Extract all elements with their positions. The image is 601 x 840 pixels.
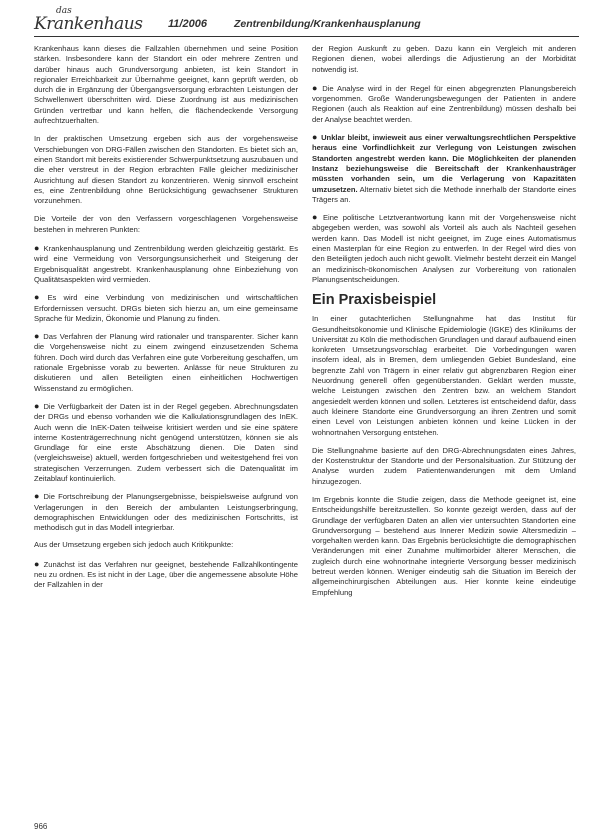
paragraph: Krankenhaus kann dieses die Fallzahlen übernehmen und seine Position stärken. Insbesondere kann der Standort ein oder mehrere Zentren und darüber hinaus auch Grundversorgung anbieten, ist kein Standort in regionaler Erreichbarkeit zur Übernahme geeignet, kann geprüft werden, ob durch die in Ergänzung der Übergangsversorgung erbrachten Leistungen der Schwellenwert überschritten wird. Diese Zuordnung ist aus medizinischen Gründen vertretbar und kann helfen, die flächendeckende Versorgung aufrechtzuerhalten. — [34, 44, 298, 126]
bullet-text: Eine politische Letztverantwortung kann mit der Vorgehensweise nicht abgegeben werden, was sowohl als Vorteil als auch als Nachteil gesehen werden kann. Das Modell ist nicht geeignet, im Zuge eines Automatismus einen Masterplan für eine Region zu entwerfen. In der Regel wird dies von den Beteiligten jedoch auch nicht gewollt. Vielmehr besteht derzeit ein Mangel an medizinisch-ökonomischen Analysen zur Vorbereitung von rationalen Planungsentscheidungen. — [312, 213, 577, 284]
paragraph: Aus der Umsetzung ergeben sich jedoch auch Kritikpunkte: — [34, 540, 234, 550]
bullet-icon: ● — [34, 491, 41, 502]
bullet-icon: ● — [34, 243, 41, 254]
left-column — [34, 44, 298, 598]
bullet-icon: ● — [34, 331, 41, 342]
bullet-icon: ● — [34, 400, 41, 411]
bullet-item — [34, 292, 298, 324]
bullet-item — [312, 212, 576, 285]
bullet-icon: ● — [34, 292, 45, 303]
bullet-text: Die Analyse wird in der Regel für einen abgegrenzten Planungsbereich vorgenommen. Große Wanderungsbewegungen der Patienten in andere Regionen (auch als Reaktion auf eine Zentrenbildung) müssen deshalb bei der Analyse beachtet werden. — [312, 83, 576, 124]
journal-logo: Krankenhaus — [34, 14, 143, 34]
bullet-text: Krankenhausplanung und Zentrenbildung werden gleichzeitig gestärkt. Es wird eine Vermeidung von Versorgungsunsicherheit und Steigerung der Ergebnisqualität angestrebt. Krankenhausplanung ohne Einbeziehung von Qualitätsaspekten wird vermieden. — [34, 244, 298, 284]
section-rubric: Zentrenbildung/Krankenhausplanung — [234, 18, 421, 30]
bullet-item — [34, 331, 298, 394]
bullet-item — [34, 559, 298, 591]
bullet-icon: ● — [312, 82, 320, 93]
bullet-item — [34, 401, 298, 484]
bullet-text: Zunächst ist das Verfahren nur geeignet, bestehende Fallzahlkontingente neu zu ordnen. Es ist nicht in der Lage, über die angemessene absolute Höhe der Fallzahlen in der — [34, 559, 299, 590]
page-header — [34, 6, 579, 37]
paragraph: der Region Auskunft zu geben. Dazu kann ein Vergleich mit anderen Regionen dienen, wobei allerdings die Adjustierung an der Morbidität notwendig ist. — [312, 44, 576, 74]
bullet-item — [312, 132, 576, 205]
section-heading: Ein Praxisbeispiel — [312, 292, 437, 309]
bullet-text: Das Verfahren der Planung wird rationaler und transparenter. Sicher kann die Vorgehensweise nicht zu einem zwingend einzusetzenden Schema führen. Doch wird durch das Verfahren eine gute Vorbereitung geschaffen, um rationale Ergebnisse vorab zu bewerten. Anlässe für neue Strukturen zu diskutieren und allen Beteiligten einen einheitlichen Hochwertigen Wissenstand zu ermöglichen. — [34, 332, 298, 393]
bullet-text: Die Fortschreibung der Planungsergebnisse, beispielsweise aufgrund von Verlagerungen in den Bereich der ambulanten Leistungserbringung, demographischen Entwicklungen oder des medizinischen Fortschritts, ist methodisch gut in das Modell integrierbar. — [34, 492, 298, 533]
issue-number: 11/2006 — [168, 18, 207, 30]
paragraph: In einer gutachterlichen Stellungnahme hat das Institut für Gesundheitsökonomie und Klinische Epidemiologie (IGKE) des Klinikums der Universität zu Köln die methodischen Grundlagen und darauf aufbauend einen konkreten Umsetzungsvorschlag erarbeitet. Die Vorbedingungen waren insofern ideal, als in Bremen, dem umliegenden Gebiet Bundesland, eine begrenzte Zahl von Trägern in einer relativ gut abgrenzbaren Region einer Neuordnung generell offen gegenüberstanden. Geklärt werden musste, welche Leistungen zwischen den Zentren bzw. an welchem Standort angesiedelt werden können und sollen. Letzteres ist entscheidend dafür, dass auch kleinere Standorte eine Grundversorgung an ihren Zentren und somit einen Level von Leistungen anbieten können und keine Lücken in der wohnortnahen Versorgung entstehen. — [312, 314, 576, 437]
bullet-text-emphasis: Unklar bleibt, inwieweit aus einer verwaltungsrechtlichen Perspektive heraus eine Vorfindlichkeit zur Verlegung von Leistungen zwischen Standorten angestrebt werden kann. Die Möglichkeiten der planenden Instanz beziehungsweise die Bereitschaft der Krankenhausträger müssten vorhanden sein, um die Verlagerung von Kapazitäten umzusetzen. — [312, 133, 576, 194]
logo-small-text: das — [56, 6, 72, 16]
right-column — [312, 44, 576, 606]
bullet-icon: ● — [312, 212, 320, 223]
paragraph: Die Vorteile der von den Verfassern vorgeschlagenen Vorgehensweise bestehen in mehreren Punkten: — [34, 214, 298, 234]
page-number: 966 — [34, 822, 48, 831]
bullet-icon: ● — [312, 132, 319, 143]
bullet-text: Alternativ bietet sich die Methode innerhalb der Standorte eines Trägers an. — [312, 184, 576, 204]
bullet-item — [34, 243, 298, 285]
paragraph: Die Stellungnahme basierte auf den DRG-Abrechnungsdaten eines Jahres, der Kostenstruktur der Standorte und der Personalsituation. Zur Stützung der Analyse wurden zudem Patientenwanderungen mit dem Umland hinzugezogen. — [312, 445, 576, 486]
bullet-icon: ● — [34, 558, 41, 569]
bullet-item — [312, 83, 576, 125]
bullet-text: Es wird eine Verbindung von medizinischen und wirtschaftlichen Erfordernissen versucht. DRGs bieten sich hierzu an, um eine gemeinsame Sprache für Medizin, Ökonomie und Planung zu finden. — [34, 293, 299, 323]
bullet-text: Die Verfügbarkeit der Daten ist in der Regel gegeben. Abrechnungsdaten der DRGs und ebenso vorhanden wie die Kalkulationsgrundlagen des InEK. Auch wenn die InEK-Daten teilweise kritisiert werden und sie eine spätere interne Kostenträgerrechnung nicht genügend unterstützen, können sie als Grundlage für eine erste Abschätzung dienen. Die Daten sind (vergleichsweise) aktuell, werden fortgeschrieben und weitestgehend frei von strategischen Verzerrungen. Zudem verbessert sich die Datenqualität im Zeitablauf kontinuierlich. — [34, 401, 299, 483]
paragraph: Im Ergebnis konnte die Studie zeigen, dass die Methode geeignet ist, eine Entscheidungshilfe bereitzustellen. So konnte gezeigt werden, dass auf der Grundlage der verfügbaren Daten an allen vier untersuchten Standorten eine Grundversorgung – bestehend aus Innerer Medizin sowie Altersmedizin – vorgehalten werden kann. Das Ergebnis berücksichtigte die demographischen Veränderungen mit einer Zunahme multimorbider älterer Menschen, die zugleich durch eine wohnortnahe integrierte Versorgung besser medizinisch betreut werden können. Weniger eindeutig sah die Situation im Bereich der allgemeinchirurgischen Abteilungen aus. Hier konnte keine eindeutige Empfehlung — [312, 494, 576, 597]
paragraph: In der praktischen Umsetzung ergeben sich aus der vorgehensweise Verschiebungen von DRG-Fällen zwischen den Standorten. Es bietet sich an, einen Standort mit bereits existierender Schwerpunktsetzung auszubauen und die eher verstreut in der Region erbrachten Fälle gleicher medizinischer Ausrichtung auf diesen Standort zu konzentrieren. Wenig sinnvoll erscheint es, eine Zentrenbildung ohne Berücksichtigung gewachsener Strukturen vorzunehmen. — [34, 134, 298, 206]
bullet-item — [34, 491, 298, 533]
